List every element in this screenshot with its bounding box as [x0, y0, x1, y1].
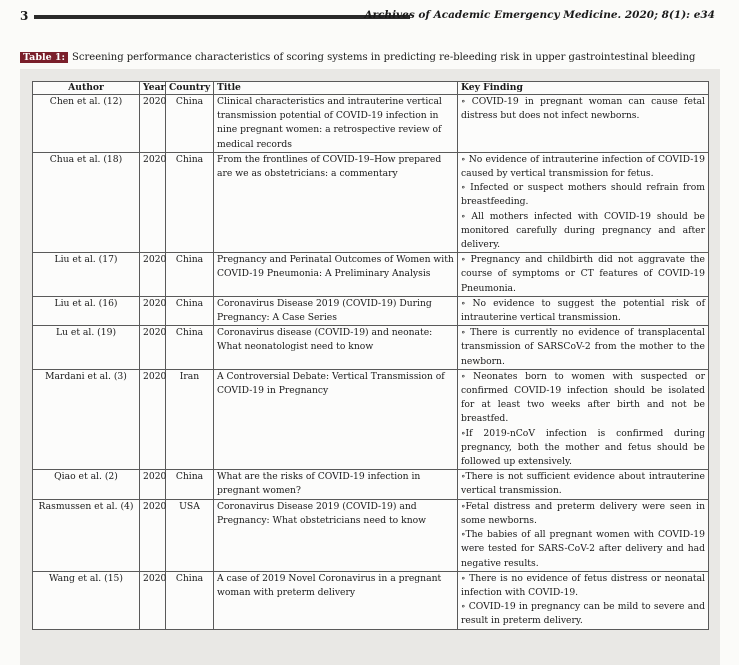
table-caption — [20, 52, 720, 63]
country-cell: China — [166, 253, 214, 297]
author-cell: Chua et al. (18) — [33, 152, 140, 252]
table-row — [33, 296, 709, 325]
country-cell: Iran — [166, 369, 214, 469]
table-label: Table 1: — [20, 52, 68, 63]
year-cell: 2020 — [140, 369, 166, 469]
year-cell: 2020 — [140, 326, 166, 370]
country-cell: USA — [166, 499, 214, 571]
column-header-key-finding: Key Finding — [458, 82, 709, 95]
author-cell: Liu et al. (16) — [33, 296, 140, 325]
finding-item: ∘ Infected or suspect mothers should refrain from breastfeeding. — [461, 182, 705, 208]
key-finding-cell — [458, 296, 709, 325]
year-cell: 2020 — [140, 499, 166, 571]
table-row — [33, 470, 709, 499]
author-cell: Qiao et al. (2) — [33, 470, 140, 499]
table-row — [33, 369, 709, 469]
country-cell: China — [166, 326, 214, 370]
finding-item: ∘ COVID-19 in pregnancy can be mild to severe and result in preterm delivery. — [461, 601, 705, 627]
finding-item: ∘ Neonates born to women with suspected or confirmed COVID-19 infection should be isolated for at least two weeks after birth and not be breastfed. — [461, 370, 705, 425]
finding-item: ∘ No evidence to suggest the potential risk of intrauterine vertical transmission. — [461, 297, 705, 324]
finding-item: ∘ There is no evidence of fetus distress or neonatal infection with COVID-19. — [461, 572, 705, 598]
finding-item: ∘ All mothers infected with COVID-19 should be monitored carefully during pregnancy and after delivery. — [461, 210, 705, 251]
table-row — [33, 499, 709, 571]
country-cell: China — [166, 296, 214, 325]
key-finding-cell — [458, 369, 709, 469]
table-header-row — [33, 82, 709, 95]
key-finding-cell — [458, 470, 709, 499]
column-header-title: Title — [214, 82, 458, 95]
author-cell: Chen et al. (12) — [33, 95, 140, 153]
studies-table — [32, 81, 709, 630]
column-header-country: Country — [166, 82, 214, 95]
author-cell: Lu et al. (19) — [33, 326, 140, 370]
author-cell: Wang et al. (15) — [33, 571, 140, 629]
country-cell: China — [166, 470, 214, 499]
finding-item: ∘ There is currently no evidence of transplacental transmission of SARSCoV-2 from the mother to the newborn. — [461, 327, 705, 367]
country-cell: China — [166, 152, 214, 252]
title-cell: Coronavirus Disease 2019 (COVID-19) During Pregnancy: A Case Series — [214, 296, 458, 325]
year-cell: 2020 — [140, 253, 166, 297]
header-rule — [34, 15, 410, 19]
year-cell: 2020 — [140, 296, 166, 325]
column-header-year: Year — [140, 82, 166, 95]
title-cell: What are the risks of COVID-19 infection in pregnant women? — [214, 470, 458, 499]
key-finding-cell — [458, 326, 709, 370]
title-cell: Pregnancy and Perinatal Outcomes of Women with COVID-19 Pneumonia: A Preliminary Analysis — [214, 253, 458, 297]
title-cell: From the frontlines of COVID-19–How prepared are we as obstetricians: a commentary — [214, 152, 458, 252]
finding-item: ∘ Pregnancy and childbirth did not aggravate the course of symptoms or CT features of COVID-19 Pneumonia. — [461, 254, 705, 294]
table-row — [33, 253, 709, 297]
table-row — [33, 571, 709, 629]
key-finding-cell — [458, 571, 709, 629]
table-container — [20, 69, 720, 665]
finding-item: ∘The babies of all pregnant women with COVID-19 were tested for SARS-CoV-2 after delivery and had negative results. — [461, 529, 705, 569]
table-body — [33, 95, 709, 630]
table-row — [33, 152, 709, 252]
country-cell: China — [166, 571, 214, 629]
table-caption-text: Screening performance characteristics of scoring systems in predicting re-bleeding risk in upper gastrointestinal bleeding — [72, 52, 696, 63]
finding-item: ∘Fetal distress and preterm delivery were seen in some newborns. — [461, 500, 705, 526]
title-cell: Coronavirus disease (COVID-19) and neonate: What neonatologist need to know — [214, 326, 458, 370]
key-finding-cell — [458, 253, 709, 297]
title-cell: A Controversial Debate: Vertical Transmission of COVID-19 in Pregnancy — [214, 369, 458, 469]
finding-item: ∘If 2019-nCoV infection is confirmed during pregnancy, both the mother and fetus should be followed up extensively. — [461, 427, 705, 468]
finding-item: ∘ No evidence of intrauterine infection of COVID-19 caused by vertical transmission for fetus. — [461, 153, 705, 180]
year-cell: 2020 — [140, 470, 166, 499]
title-cell: Clinical characteristics and intrauterine vertical transmission potential of COVID-19 infection in nine pregnant women: a retrospective review of medical records — [214, 95, 458, 153]
title-cell: Coronavirus Disease 2019 (COVID-19) and Pregnancy: What obstetricians need to know — [214, 499, 458, 571]
finding-item: ∘There is not sufficient evidence about intrauterine vertical transmission. — [461, 471, 705, 497]
year-cell: 2020 — [140, 571, 166, 629]
year-cell: 2020 — [140, 95, 166, 153]
key-finding-cell — [458, 152, 709, 252]
author-cell: Liu et al. (17) — [33, 253, 140, 297]
year-cell: 2020 — [140, 152, 166, 252]
journal-header: Archives of Academic Emergency Medicine. 2020; 8(1): e34 — [364, 9, 715, 21]
table-row — [33, 326, 709, 370]
country-cell: China — [166, 95, 214, 153]
key-finding-cell — [458, 95, 709, 153]
column-header-author: Author — [33, 82, 140, 95]
finding-item: ∘ COVID-19 in pregnant woman can cause fetal distress but does not infect newborns. — [461, 96, 705, 122]
key-finding-cell — [458, 499, 709, 571]
page-number: 3 — [20, 9, 29, 23]
author-cell: Mardani et al. (3) — [33, 369, 140, 469]
author-cell: Rasmussen et al. (4) — [33, 499, 140, 571]
title-cell: A case of 2019 Novel Coronavirus in a pregnant woman with preterm delivery — [214, 571, 458, 629]
table-row — [33, 95, 709, 153]
